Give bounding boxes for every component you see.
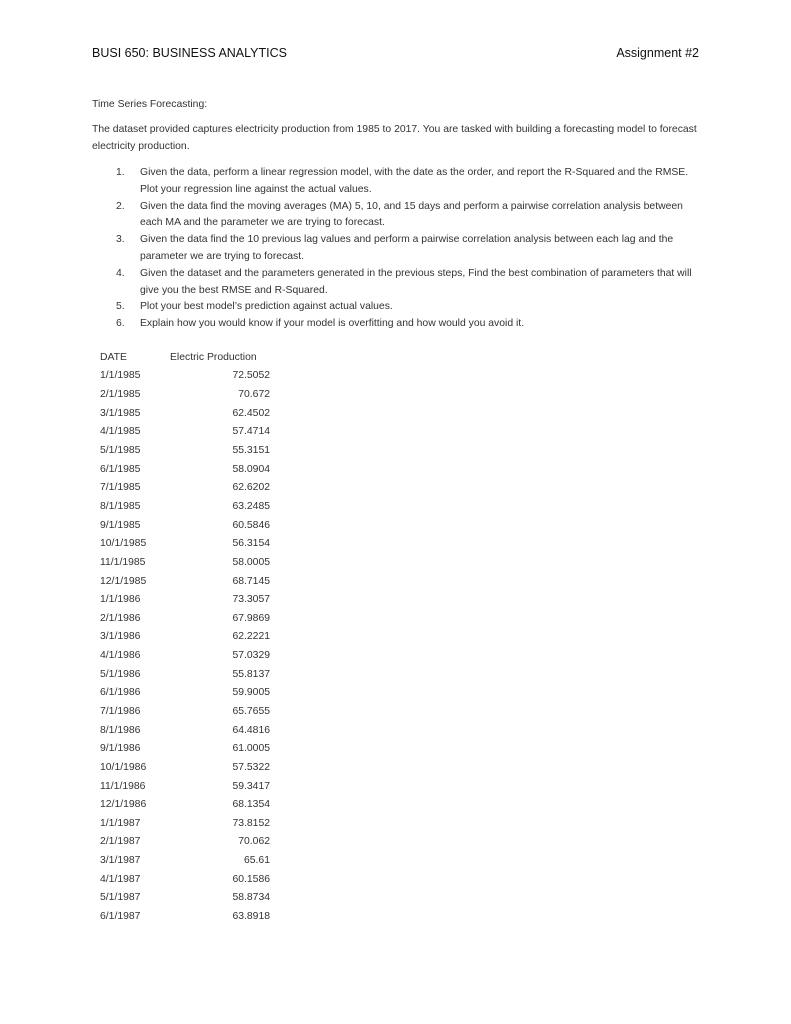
task-item xyxy=(92,316,704,333)
table-row xyxy=(100,646,270,665)
task-text: Given the dataset and the parameters generated in the previous steps, Find the best combination of parameters that will give you the best RMSE and R-Squared. xyxy=(140,267,692,296)
value-cell: 64.4816 xyxy=(232,724,270,736)
value-cell: 56.3154 xyxy=(232,538,270,550)
value-cell: 61.0005 xyxy=(232,743,270,755)
date-cell: 7/1/1986 xyxy=(100,705,141,717)
value-cell: 68.1354 xyxy=(232,799,270,811)
task-number: 5. xyxy=(116,301,125,313)
assignment-label: Assignment #2 xyxy=(616,46,699,60)
value-cell: 58.0904 xyxy=(232,463,270,475)
task-text: Given the data find the moving averages (MA) 5, 10, and 15 days and perform a pairwise correlation analysis between each MA and the parameter we are trying to forecast. xyxy=(140,200,683,229)
task-text: Explain how you would know if your model is overfitting and how would you avoid it. xyxy=(140,318,525,330)
value-cell: 63.8918 xyxy=(232,911,270,923)
table-row xyxy=(100,795,270,814)
value-cell: 67.9869 xyxy=(232,612,270,624)
value-cell: 70.062 xyxy=(238,836,270,848)
task-item xyxy=(92,199,704,233)
electric-production-table xyxy=(100,348,270,926)
table-row xyxy=(100,907,270,926)
date-cell: 11/1/1986 xyxy=(100,780,146,792)
table-row xyxy=(100,367,270,386)
task-text: Plot your best model’s prediction against actual values. xyxy=(140,301,393,313)
value-cell: 73.8152 xyxy=(232,817,270,829)
table-row xyxy=(100,441,270,460)
date-cell: 3/1/1985 xyxy=(100,407,141,419)
table-row xyxy=(100,590,270,609)
table-row xyxy=(100,684,270,703)
value-column-header: Electric Production xyxy=(170,351,257,363)
table-row xyxy=(100,814,270,833)
table-row xyxy=(100,497,270,516)
date-cell: 5/1/1985 xyxy=(100,445,141,457)
date-cell: 2/1/1987 xyxy=(100,836,141,848)
value-cell: 55.8137 xyxy=(232,668,270,680)
table-row xyxy=(100,851,270,870)
value-cell: 73.3057 xyxy=(232,594,270,606)
value-cell: 55.3151 xyxy=(232,445,270,457)
value-cell: 62.6202 xyxy=(232,482,270,494)
date-cell: 9/1/1986 xyxy=(100,743,141,755)
intro-paragraph: The dataset provided captures electricity production from 1985 to 2017. You are tasked with building a forecasting model to forecast electricity production. xyxy=(92,124,697,152)
task-list xyxy=(92,165,704,333)
date-cell: 3/1/1986 xyxy=(100,631,141,643)
task-item xyxy=(92,232,704,266)
table-row xyxy=(100,516,270,535)
task-text: Given the data, perform a linear regression model, with the date as the order, and report the R-Squared and the RMSE. Plot your regression line against the actual values. xyxy=(140,167,689,195)
value-cell: 59.3417 xyxy=(232,780,270,792)
date-cell: 2/1/1985 xyxy=(100,389,141,401)
date-cell: 1/1/1985 xyxy=(100,370,141,382)
table-row xyxy=(100,870,270,889)
course-title: BUSI 650: BUSINESS ANALYTICS xyxy=(92,46,287,60)
date-cell: 8/1/1986 xyxy=(100,724,141,736)
task-item xyxy=(92,299,704,316)
date-cell: 6/1/1987 xyxy=(100,911,141,923)
task-number: 6. xyxy=(116,318,125,330)
task-item xyxy=(92,266,704,300)
value-cell: 72.5052 xyxy=(232,370,270,382)
value-cell: 60.1586 xyxy=(232,873,270,885)
value-cell: 57.4714 xyxy=(232,426,270,438)
value-cell: 68.7145 xyxy=(232,575,270,587)
task-number: 1. xyxy=(116,167,125,178)
date-cell: 3/1/1987 xyxy=(100,855,141,867)
value-cell: 65.7655 xyxy=(232,705,270,717)
value-cell: 58.8734 xyxy=(232,892,270,904)
date-cell: 1/1/1987 xyxy=(100,817,141,829)
date-cell: 4/1/1986 xyxy=(100,650,141,662)
table-row xyxy=(100,777,270,796)
table-row xyxy=(100,404,270,423)
value-cell: 59.9005 xyxy=(232,687,270,699)
table-row xyxy=(100,889,270,908)
date-cell: 6/1/1985 xyxy=(100,463,141,475)
date-cell: 9/1/1985 xyxy=(100,519,141,531)
table-row xyxy=(100,758,270,777)
task-number: 4. xyxy=(116,267,125,279)
table-row xyxy=(100,721,270,740)
value-cell: 63.2485 xyxy=(232,500,270,512)
value-cell: 70.672 xyxy=(238,389,270,401)
task-number: 2. xyxy=(116,200,125,212)
task-number: 3. xyxy=(116,234,125,246)
value-cell: 57.5322 xyxy=(232,761,270,773)
date-cell: 4/1/1987 xyxy=(100,873,141,885)
value-cell: 58.0005 xyxy=(232,556,270,568)
table-row xyxy=(100,739,270,758)
date-column-header: DATE xyxy=(100,351,127,363)
section-title: Time Series Forecasting: xyxy=(92,99,208,110)
table-row xyxy=(100,702,270,721)
table-row xyxy=(100,572,270,591)
table-row xyxy=(100,609,270,628)
page-header xyxy=(92,46,699,60)
date-cell: 5/1/1987 xyxy=(100,892,141,904)
value-cell: 62.2221 xyxy=(232,631,270,643)
date-cell: 8/1/1985 xyxy=(100,500,141,512)
table-row xyxy=(100,833,270,852)
date-cell: 4/1/1985 xyxy=(100,426,141,438)
date-cell: 10/1/1986 xyxy=(100,761,147,773)
date-cell: 12/1/1985 xyxy=(100,575,147,587)
table-row xyxy=(100,628,270,647)
table-row xyxy=(100,478,270,497)
date-cell: 2/1/1986 xyxy=(100,612,141,624)
value-cell: 65.61 xyxy=(243,855,270,867)
task-item xyxy=(92,165,704,199)
value-cell: 60.5846 xyxy=(232,519,270,531)
table-row xyxy=(100,385,270,404)
value-cell: 62.4502 xyxy=(232,407,270,419)
value-cell: 57.0329 xyxy=(232,650,270,662)
date-cell: 7/1/1985 xyxy=(100,482,141,494)
date-cell: 5/1/1986 xyxy=(100,668,141,680)
date-cell: 11/1/1985 xyxy=(100,556,146,568)
task-text: Given the data find the 10 previous lag values and perform a pairwise correlation analysis between each lag and the parameter we are trying to forecast. xyxy=(140,234,674,262)
date-cell: 10/1/1985 xyxy=(100,538,147,550)
date-cell: 6/1/1986 xyxy=(100,687,141,699)
date-cell: 1/1/1986 xyxy=(100,594,141,606)
table-row xyxy=(100,665,270,684)
date-cell: 12/1/1986 xyxy=(100,799,147,811)
table-row xyxy=(100,553,270,572)
table-row xyxy=(100,423,270,442)
table-row xyxy=(100,460,270,479)
table-row xyxy=(100,534,270,553)
table-header-row xyxy=(100,348,270,367)
